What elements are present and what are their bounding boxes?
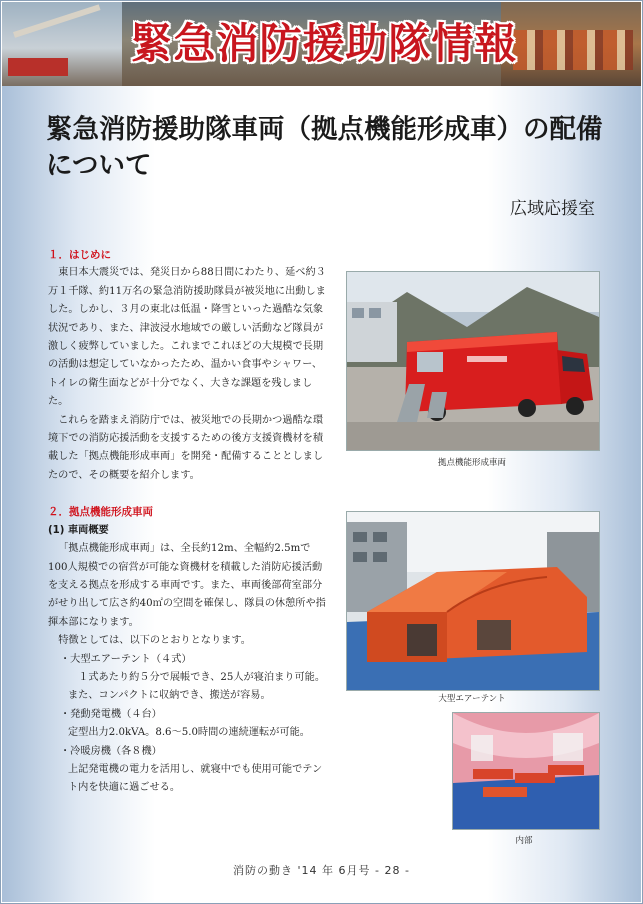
subsection-heading-overview: (1) 車両概要	[48, 524, 109, 536]
bullet-generator-body: 定型出力2.0kVA。8.6～5.0時間の連続運転が可能。	[68, 727, 310, 739]
header-banner	[2, 2, 641, 86]
intro-paragraph-1: 東日本大震災では、発災日から88日間にわたり、延べ約３万１千隊、約11万名の緊急消防援助隊員が被災地に出動しました。しかし、３月の東北は低温・降雪といった過酷な気象状況であり、また、津波浸水地域での厳しい活動など隊員が激しく疲弊していました。これまでこれほどの大規模で長期の活動は想定していなかったため、温かい食事やシャワー、トイレの衛生面などが十分でなく、大きな課題を残しました。	[48, 267, 326, 408]
article-body	[48, 246, 326, 798]
section-heading-intro: １．はじめに	[48, 249, 111, 261]
page-footer: 消防の動き '14 年 6月号 - 28 -	[233, 864, 410, 877]
tent-photo	[346, 511, 600, 691]
fire-truck-shape	[8, 58, 68, 76]
intro-paragraph-2: これらを踏まえ消防庁では、被災地での長期かつ過酷な環境下での消防応援活動を支援するための後方支援資機材を積載した「拠点機能形成車両」を開発・配備することとしましたので、その概要を紹介します。	[48, 414, 324, 481]
banner-title: 緊急消防援助隊情報	[130, 19, 518, 68]
tent-illustration	[347, 512, 599, 690]
bullet-air-conditioner-body: 上記発電機の電力を活用し、就寝中でも使用可能でテント内を快適に過ごせる。	[68, 763, 323, 794]
vehicle-paragraph-1: 「拠点機能形成車両」は、全長約12m、全幅約2.5mで100人規模での宿営が可能な資機材を積載した消防応援活動を支える拠点を形成する車両です。また、車両後部荷室部分がせり出して広さ約40㎡の空間を確保し、隊員の休憩所や指揮本部になります。	[48, 543, 326, 628]
interior-photo-caption: 内部	[515, 836, 533, 846]
bullet-generator: ・発動発電機（４台）	[60, 708, 162, 720]
section-gap	[48, 485, 326, 503]
article-title: 緊急消防援助隊車両（拠点機能形成車）の配備について	[46, 114, 603, 181]
interior-photo	[452, 712, 600, 830]
bullet-air-tent: ・大型エアーテント（４式）	[60, 653, 192, 665]
bullet-air-tent-body: １式あたり約５分で展帳でき、25人が寝泊まり可能。また、コンパクトに収納でき、搬送が容易。	[68, 671, 326, 702]
bullet-air-conditioner: ・冷暖房機（各８機）	[60, 745, 162, 757]
interior-illustration	[453, 713, 599, 829]
crane-boom	[13, 4, 100, 38]
section-heading-vehicle: ２．拠点機能形成車両	[48, 506, 153, 519]
truck-photo-caption: 拠点機能形成車両	[437, 458, 506, 468]
truck-illustration	[347, 272, 599, 450]
truck-photo	[346, 271, 600, 451]
tent-photo-caption: 大型エアーテント	[438, 694, 506, 704]
vehicle-paragraph-2: 特徴としては、以下のとおりとなります。	[58, 635, 251, 647]
author-department: 広域応援室	[510, 199, 595, 219]
